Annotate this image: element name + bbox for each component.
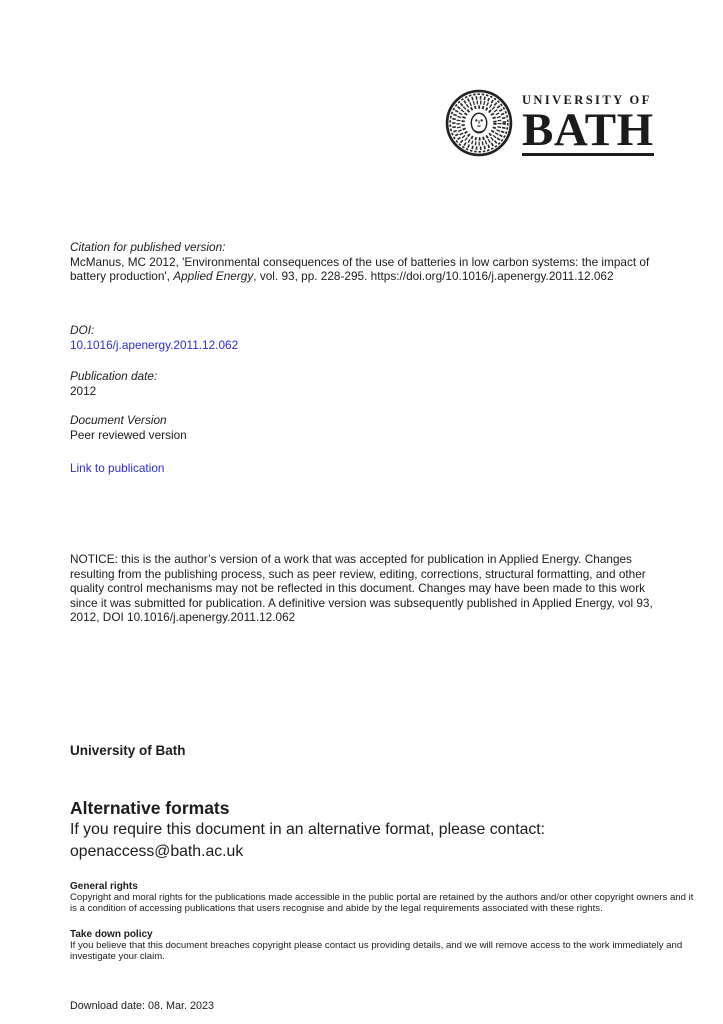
alternative-formats-heading: Alternative formats (70, 798, 230, 818)
citation-label: Citation for published version: (70, 240, 226, 254)
publication-date-value: 2012 (70, 383, 97, 398)
doi-label: DOI: (70, 323, 95, 337)
general-rights-section (70, 881, 698, 915)
university-heading: University of Bath (70, 743, 186, 758)
university-bath-logo (444, 88, 654, 164)
take-down-policy-heading: Take down policy (70, 929, 153, 940)
citation-text (70, 255, 660, 284)
citation-section (70, 240, 660, 284)
doi-link[interactable]: 10.1016/j.apenergy.2011.12.062 (70, 337, 239, 352)
document-version-label: Document Version (70, 413, 167, 427)
citation-part1: McManus, MC 2012, 'Environmental consequences of the use of batteries in low carbon systems: the impact of battery production', (70, 254, 650, 284)
publication-date-section (70, 369, 660, 398)
alternative-formats-section (70, 798, 670, 862)
take-down-policy-section (70, 929, 698, 963)
citation-part2: , vol. 93, pp. 228-295. https://doi.org/10.1016/j.apenergy.2011.12.062 (253, 269, 614, 284)
logo-university-of: UNIVERSITY OF (522, 93, 652, 107)
link-to-publication[interactable]: Link to publication (70, 461, 165, 475)
link-to-publication-section (70, 461, 660, 476)
citation-journal: Applied Energy (173, 269, 254, 284)
logo-bath: BATH (522, 104, 654, 156)
bath-sun-emblem-icon (444, 88, 514, 158)
alternative-formats-email: openaccess@bath.ac.uk (70, 842, 244, 860)
logo-wordmark (522, 88, 654, 156)
alternative-formats-line: If you require this document in an alternative format, please contact: (70, 821, 546, 838)
general-rights-body: Copyright and moral rights for the publications made accessible in the public portal are retained by the authors and/or other copyright owners and it is a condition of accessing publications that users recognise and abide by the legal requirements associated with these rights. (70, 892, 694, 915)
doi-section (70, 323, 660, 352)
notice-paragraph: NOTICE: this is the author’s version of a work that was accepted for publication in Applied Energy. Changes resulting from the publishing process, such as peer review, editing, corrections, structural formatting, and other quality control mechanisms may not be reflected in this document. Changes may have been made to this work since it was submitted for publication. A definitive version was subsequently published in Applied Energy, vol 93, 2012, DOI 10.1016/j.apenergy.2011.12.062 (70, 552, 653, 625)
download-date: Download date: 08. Mar. 2023 (70, 1000, 215, 1012)
document-version-section (70, 413, 660, 442)
general-rights-heading: General rights (70, 881, 138, 892)
take-down-policy-body: If you believe that this document breaches copyright please contact us providing details, and we will remove access to the work immediately and investigate your claim. (70, 940, 683, 963)
document-version-value: Peer reviewed version (70, 427, 187, 442)
publication-date-label: Publication date: (70, 369, 158, 383)
